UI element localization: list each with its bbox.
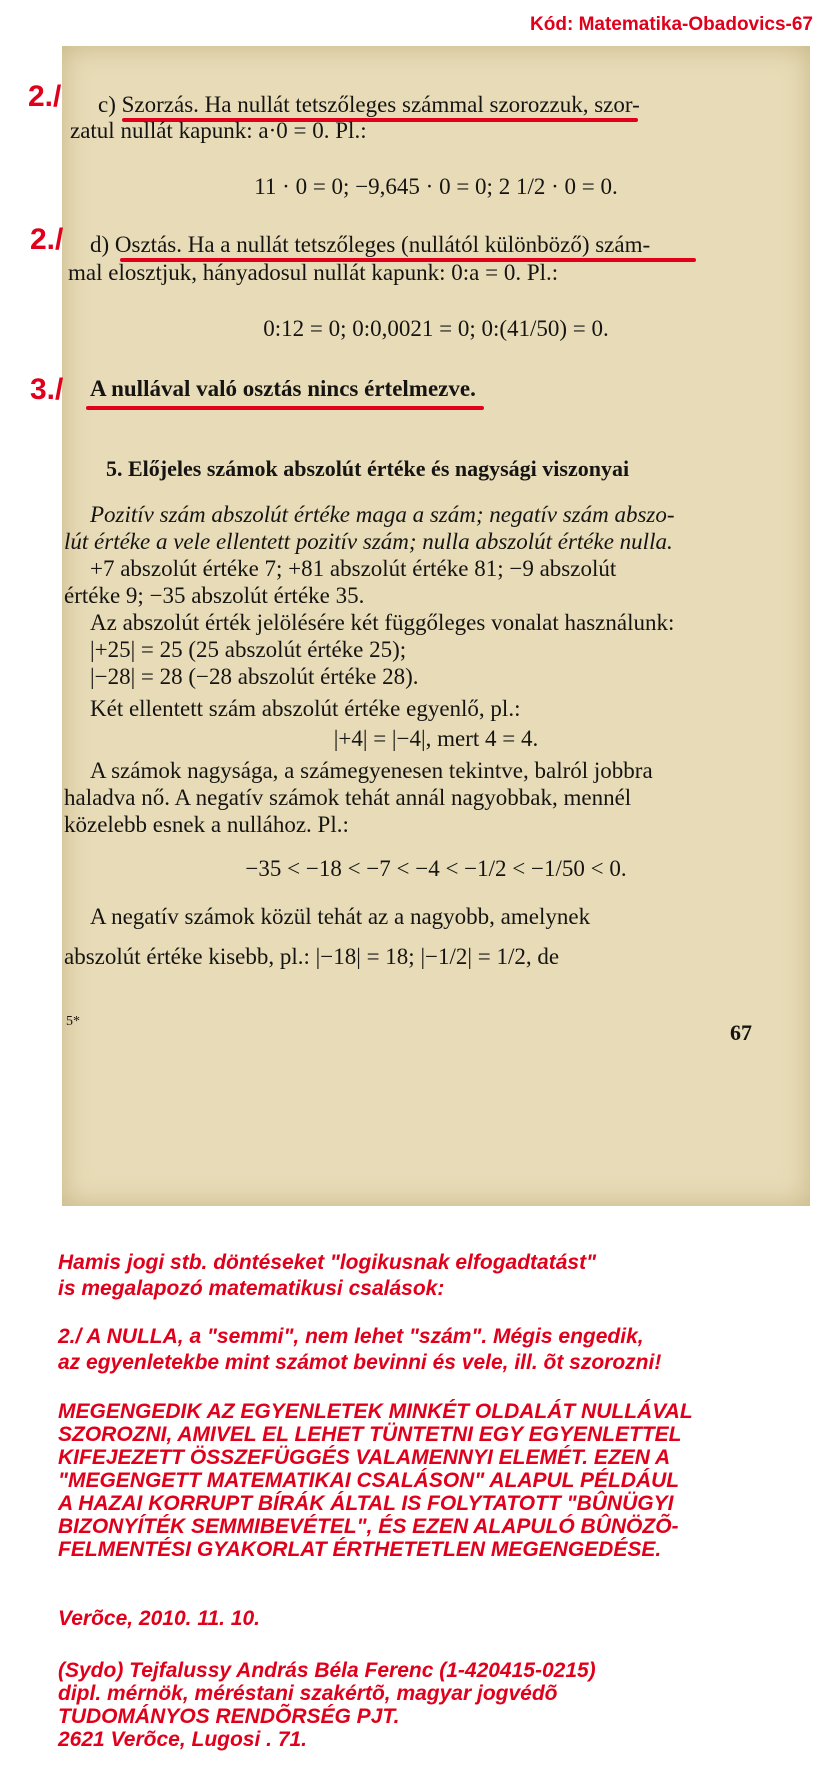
- c-line-1: c) Szorzás. Ha nullát tetszőleges számmal szorozzuk, szor-: [98, 92, 640, 117]
- note-caps-5: A HAZAI KORRUPT BÍRÁK ÁLTAL IS FOLYTATOTT "BÛNÜGYI: [58, 1492, 674, 1515]
- example-line-2: értéke 9; −35 abszolút értéke 35.: [64, 583, 365, 608]
- marker-2-division: 2./: [30, 223, 64, 256]
- definition-line-1: Pozitív szám abszolút értéke maga a szám; negatív szám abszo-: [90, 502, 675, 527]
- size-line-2: haladva nő. A negatív számok tehát annál nagyobbak, mennél: [64, 785, 632, 810]
- document-code: Kód: Matematika-Obadovics-67: [530, 14, 813, 35]
- note-signature-4: 2621 Verõce, Lugosi . 71.: [58, 1728, 308, 1751]
- note-signature-1: (Sydo) Tejfalussy András Béla Ferenc (1-420415-0215): [58, 1659, 596, 1682]
- marker-2-multiplication: 2./: [28, 80, 62, 113]
- note-zero-line-2: az egyenletekbe mint számot bevinni és vele, ill. õt szorozni!: [58, 1351, 662, 1374]
- division-rule: A nullával való osztás nincs értelmezve.: [90, 376, 476, 401]
- d-example: 0:12 = 0; 0:0,0021 = 0; 0:(41/50) = 0.: [263, 316, 609, 341]
- d-line-2: mal elosztjuk, hányadosul nullát kapunk: 0:a = 0. Pl.:: [68, 260, 559, 285]
- note-caps-7: FELMENTÉSI GYAKORLAT ÉRTHETETLEN MEGENGEDÉSE.: [58, 1538, 662, 1561]
- c-line-2: zatul nullát kapunk: a·0 = 0. Pl.:: [70, 118, 367, 143]
- negative-line-1: A negatív számok közül tehát az a nagyobb, amelynek: [90, 904, 591, 929]
- scanned-book-page: [62, 46, 810, 1206]
- example-line-1: +7 abszolút értéke 7; +81 abszolút értéke 81; −9 abszolút: [90, 556, 617, 581]
- note-place-date: Verõce, 2010. 11. 10.: [58, 1607, 260, 1630]
- page-number: 67: [730, 1020, 752, 1045]
- note-signature-2: dipl. mérnök, méréstani szakértõ, magyar jogvédõ: [58, 1682, 558, 1705]
- marker-3-undefined: 3./: [30, 373, 64, 406]
- c-example: 11 · 0 = 0; −9,645 · 0 = 0; 2 1/2 · 0 = 0.: [254, 174, 618, 199]
- definition-line-2: lút értéke a vele ellentett pozitív szám; nulla abszolút értéke nulla.: [64, 529, 673, 554]
- note-intro-2: is megalapozó matematikusi csalások:: [58, 1277, 445, 1300]
- note-zero-line-1: 2./ A NULLA, a "semmi", nem lehet "szám". Mégis engedik,: [58, 1325, 644, 1348]
- note-intro-1: Hamis jogi stb. döntéseket "logikusnak elfogadtatást": [58, 1251, 597, 1274]
- negative-line-2: abszolút értéke kisebb, pl.: |−18| = 18; |−1/2| = 1/2, de: [64, 944, 560, 969]
- note-caps-2: SZOROZNI, AMIVEL EL LEHET TÜNTETNI EGY EGYENLETTEL: [58, 1423, 682, 1446]
- note-signature-3: TUDOMÁNYOS RENDÕRSÉG PJT.: [58, 1705, 400, 1728]
- note-caps-3: KIFEJEZETT ÖSSZEFÜGGÉS VALAMENNYI ELEMÉT. EZEN A: [58, 1446, 671, 1469]
- opposite-line: Két ellentett szám abszolút értéke egyenlő, pl.:: [90, 696, 521, 721]
- note-caps-6: BIZONYÍTÉK SEMMIBEVÉTEL", ÉS EZEN ALAPULÓ BÛNÖZÕ-: [58, 1515, 679, 1538]
- opposite-example: |+4| = |−4|, mert 4 = 4.: [333, 726, 539, 751]
- signature-mark: 5*: [66, 1014, 80, 1029]
- note-caps-4: "MEGENGETT MATEMATIKAI CSALÁSON" ALAPUL PÉLDÁUL: [58, 1469, 680, 1492]
- underline-rule: [86, 406, 484, 410]
- size-line-1: A számok nagysága, a számegyenesen tekintve, balról jobbra: [90, 758, 653, 783]
- note-caps-1: MEGENGEDIK AZ EGYENLETEK MINKÉT OLDALÁT NULLÁVAL: [58, 1400, 693, 1423]
- abs-example-1: |+25| = 25 (25 abszolút értéke 25);: [90, 637, 407, 662]
- abs-example-2: |−28| = 28 (−28 abszolút értéke 28).: [90, 664, 419, 689]
- inequality-chain: −35 < −18 < −7 < −4 < −1/2 < −1/50 < 0.: [245, 856, 627, 881]
- size-line-3: közelebb esnek a nullához. Pl.:: [64, 812, 349, 837]
- section-title: 5. Előjeles számok abszolút értéke és nagysági viszonyai: [106, 456, 630, 481]
- notation-line: Az abszolút érték jelölésére két függőleges vonalat használunk:: [90, 610, 675, 635]
- d-line-1: d) Osztás. Ha a nullát tetszőleges (nullától különböző) szám-: [90, 232, 651, 257]
